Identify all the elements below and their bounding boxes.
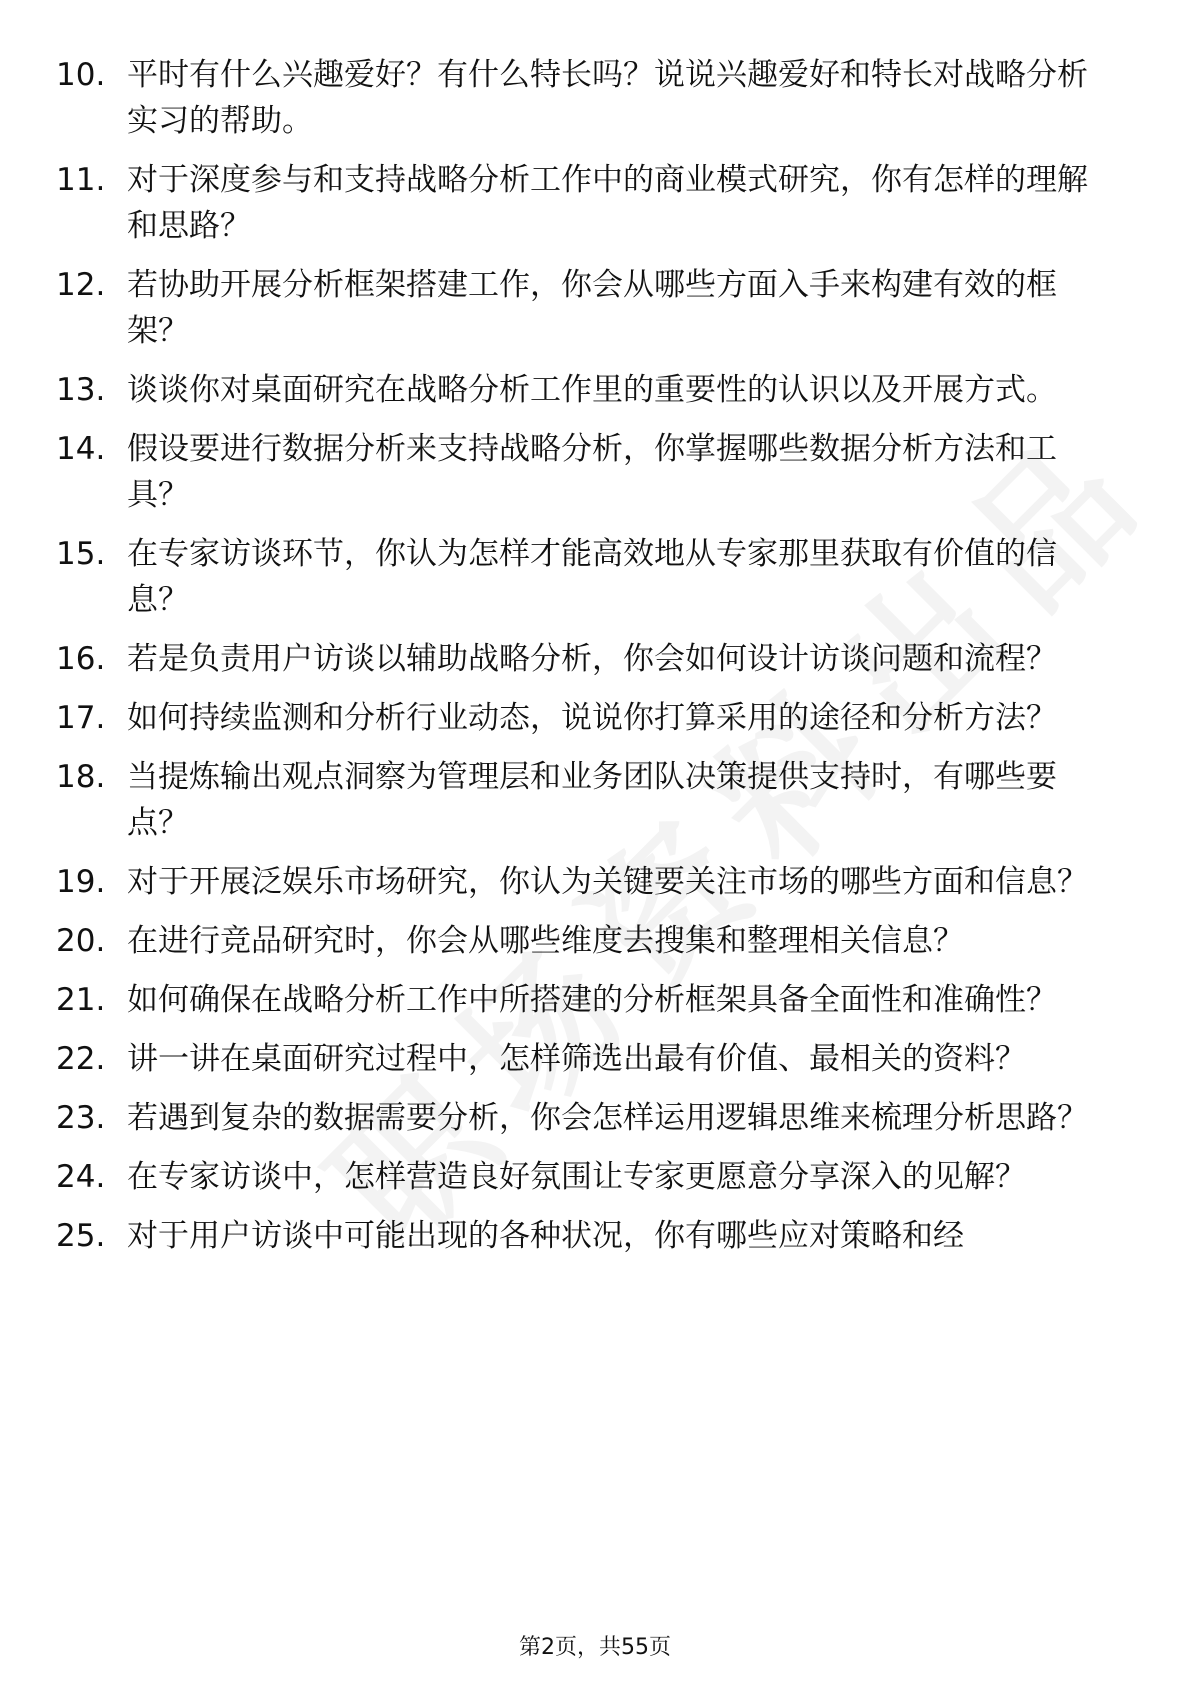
list-item <box>0 262 1190 354</box>
question-text: 对于开展泛娱乐市场研究，你认为关键要关注市场的哪些方面和信息？ <box>127 864 1088 900</box>
list-item <box>0 1154 1190 1200</box>
list-item <box>0 918 1190 964</box>
page-footer <box>0 1630 1190 1661</box>
question-number: 21. <box>56 982 106 1018</box>
question-number: 10. <box>56 57 106 93</box>
question-text: 平时有什么兴趣爱好？有什么特长吗？说说兴趣爱好和特长对战略分析实习的帮助。 <box>127 57 1088 139</box>
question-number: 25. <box>56 1218 106 1254</box>
question-number: 14. <box>56 431 106 467</box>
question-text: 若遇到复杂的数据需要分析，你会怎样运用逻辑思维来梳理分析思路？ <box>127 1100 1088 1136</box>
question-text: 当提炼输出观点洞察为管理层和业务团队决策提供支持时，有哪些要点？ <box>127 759 1057 841</box>
question-text: 讲一讲在桌面研究过程中，怎样筛选出最有价值、最相关的资料？ <box>127 1041 1026 1077</box>
list-item <box>0 1213 1190 1259</box>
question-number: 22. <box>56 1041 106 1077</box>
list-item <box>0 977 1190 1023</box>
list-item <box>0 636 1190 682</box>
list-item <box>0 157 1190 249</box>
question-number: 13. <box>56 372 106 408</box>
question-number: 15. <box>56 536 106 572</box>
question-number: 16. <box>56 641 106 677</box>
question-number: 18. <box>56 759 106 795</box>
question-number: 20. <box>56 923 106 959</box>
question-number: 17. <box>56 700 106 736</box>
question-text: 谈谈你对桌面研究在战略分析工作里的重要性的认识以及开展方式。 <box>127 372 1057 408</box>
question-text: 在专家访谈环节，你认为怎样才能高效地从专家那里获取有价值的信息？ <box>127 536 1057 618</box>
question-text: 在进行竞品研究时，你会从哪些维度去搜集和整理相关信息？ <box>127 923 964 959</box>
question-text: 如何持续监测和分析行业动态，说说你打算采用的途径和分析方法？ <box>127 700 1057 736</box>
question-number: 12. <box>56 267 106 303</box>
list-item <box>0 1095 1190 1141</box>
question-text: 对于深度参与和支持战略分析工作中的商业模式研究，你有怎样的理解和思路？ <box>127 162 1088 244</box>
question-text: 对于用户访谈中可能出现的各种状况，你有哪些应对策略和经 <box>127 1218 964 1254</box>
list-item <box>0 367 1190 413</box>
list-item <box>0 426 1190 518</box>
question-number: 23. <box>56 1100 106 1136</box>
question-number: 11. <box>56 162 106 198</box>
question-text: 若是负责用户访谈以辅助战略分析，你会如何设计访谈问题和流程？ <box>127 641 1057 677</box>
question-text: 在专家访谈中，怎样营造良好氛围让专家更愿意分享深入的见解？ <box>127 1159 1026 1195</box>
list-item <box>0 695 1190 741</box>
list-item <box>0 754 1190 846</box>
list-item <box>0 1036 1190 1082</box>
list-item <box>0 531 1190 623</box>
list-item <box>0 859 1190 905</box>
question-number: 19. <box>56 864 106 900</box>
question-list <box>0 52 1190 1272</box>
question-number: 24. <box>56 1159 106 1195</box>
question-text: 若协助开展分析框架搭建工作，你会从哪些方面入手来构建有效的框架？ <box>127 267 1057 349</box>
question-text: 假设要进行数据分析来支持战略分析，你掌握哪些数据分析方法和工具？ <box>127 431 1057 513</box>
list-item <box>0 52 1190 144</box>
question-text: 如何确保在战略分析工作中所搭建的分析框架具备全面性和准确性？ <box>127 982 1057 1018</box>
page-number: 第2页，共55页 <box>519 1635 671 1660</box>
